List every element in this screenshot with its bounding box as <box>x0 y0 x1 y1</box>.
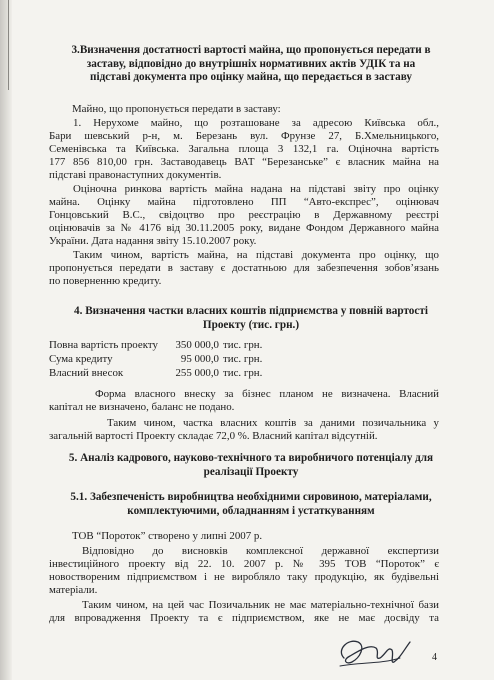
section-4-title-line: Проекту (тис. грн.) <box>202 318 300 331</box>
handwritten-signature <box>330 628 420 674</box>
finance-row-value: 255 000,0 <box>175 367 219 379</box>
paragraph-line: Гонцовський В.С., свідоцтво про реєстрацію в Державному реєстрі <box>49 209 439 221</box>
section-5-1-title-line: комплектуючими, обладнанням і устаткуванням <box>127 504 375 517</box>
finance-row-unit: тис. грн. <box>223 353 263 365</box>
paragraph-line: Відповідно до висновків комплексної державної експертизи <box>82 545 439 557</box>
finance-row-label: Власний внесок <box>49 367 124 379</box>
paragraph-line: України. Дата надання звіту 15.10.2007 року. <box>49 235 257 247</box>
section-4-title <box>40 305 462 332</box>
paragraph-line: пропонується передати в заставу є достатньою для забезпечення зобов’язань <box>49 262 439 274</box>
section-4-title-line: 4. Визначення частки власних коштів підприємства у повній вартості <box>74 305 428 317</box>
paragraph-line: оцінювачів за № 4176 від 30.11.2005 року, видане Фондом Державного майна <box>49 222 439 234</box>
paragraph-line: Бари шевський р-н, м. Березань вул. Фрунзе 27, Б.Хмельницького, <box>49 130 439 142</box>
company-created: ТОВ “Пороток” створено у липні 2007 р. <box>72 530 263 542</box>
section-3-title-line: 3.Визначення достатності вартості майна, що пропонується передати в <box>71 44 431 56</box>
paragraph-line: Таким чином, вартість майна, на підставі документа про оцінку, що <box>73 249 439 261</box>
finance-row <box>49 353 289 367</box>
section-5-title <box>40 452 462 479</box>
paragraph-line: матеріали. <box>49 584 98 596</box>
finance-row <box>49 339 289 353</box>
paragraph-line: Таким чином, на цей час Позичальник не має матеріально-технічної бази <box>82 599 439 611</box>
section-5-1-title <box>40 491 462 518</box>
section-5-title-line: 5. Аналіз кадрового, науково-технічного та виробничого потенціалу для <box>68 452 434 464</box>
finance-row-value: 350 000,0 <box>175 339 219 351</box>
section-5-1-title-line: 5.1. Забезпеченість виробництва необхідними сировиною, матеріалами, <box>70 491 432 503</box>
section-3-title-line: підставі документа про оцінку майна, що передається в заставу <box>90 71 412 84</box>
paragraph-line: загальній вартості Проекту складає 72,0 %. Власний капітал відсутній. <box>49 430 378 442</box>
finance-row-unit: тис. грн. <box>223 339 263 351</box>
section-5-title-line: реалізації Проекту <box>203 465 299 478</box>
finance-row-label: Повна вартість проекту <box>49 339 158 351</box>
paragraph-line: 177 856 810,00 грн. Заставодавець ВАТ “Березанське” є власник майна на <box>49 156 439 168</box>
paragraph-line: Семенівська та Київська. Загальна площа 3 132,1 га. Оціночна вартість <box>49 143 439 155</box>
finance-row-value: 95 000,0 <box>180 353 219 365</box>
page-crease <box>8 0 9 90</box>
page-edge-shadow <box>0 0 12 680</box>
paragraph-line: новоствореним підприємством і не виробляло таку продукцію, як будівельні <box>49 571 439 583</box>
paragraph-line: 1. Нерухоме майно, що розташоване за адресою Київська обл., <box>73 117 439 129</box>
finance-row <box>49 367 289 381</box>
paragraph-line: Форма власного внеску за бізнес планом не визначена. Власний <box>95 388 439 400</box>
section-3-title <box>40 44 462 85</box>
paragraph-line: для впровадження Проекту та є підприємством, яке не має досвіду та <box>49 612 439 624</box>
paragraph-line: підставі правонаступних документів. <box>49 169 222 181</box>
finance-row-unit: тис. грн. <box>223 367 263 379</box>
finance-row-label: Сума кредиту <box>49 353 113 365</box>
paragraph-line: капітал не визначено, баланс не подано. <box>49 401 235 413</box>
paragraph-line: майна. Оцінку майна підготовлено ПП “Авто-експрес”, оцінювач <box>49 196 439 208</box>
paragraph-line: Оціночна ринкова вартість майна надана на підставі звіту про оцінку <box>73 183 439 195</box>
page-number: 4 <box>432 652 437 663</box>
section-3-title-line: заставу, відповідно до внутрішніх нормативних актів УДІК та на <box>86 57 416 70</box>
paragraph-line: Таким чином, частка власних коштів за даними позичальника у <box>107 417 439 429</box>
paragraph-line: по поверненню кредиту. <box>49 275 162 287</box>
collateral-intro: Майно, що пропонується передати в заставу: <box>72 103 281 115</box>
paragraph-line: інвестиційного проекту від 22. 10. 2007 р. № 395 ТОВ “Пороток” є <box>49 558 439 570</box>
